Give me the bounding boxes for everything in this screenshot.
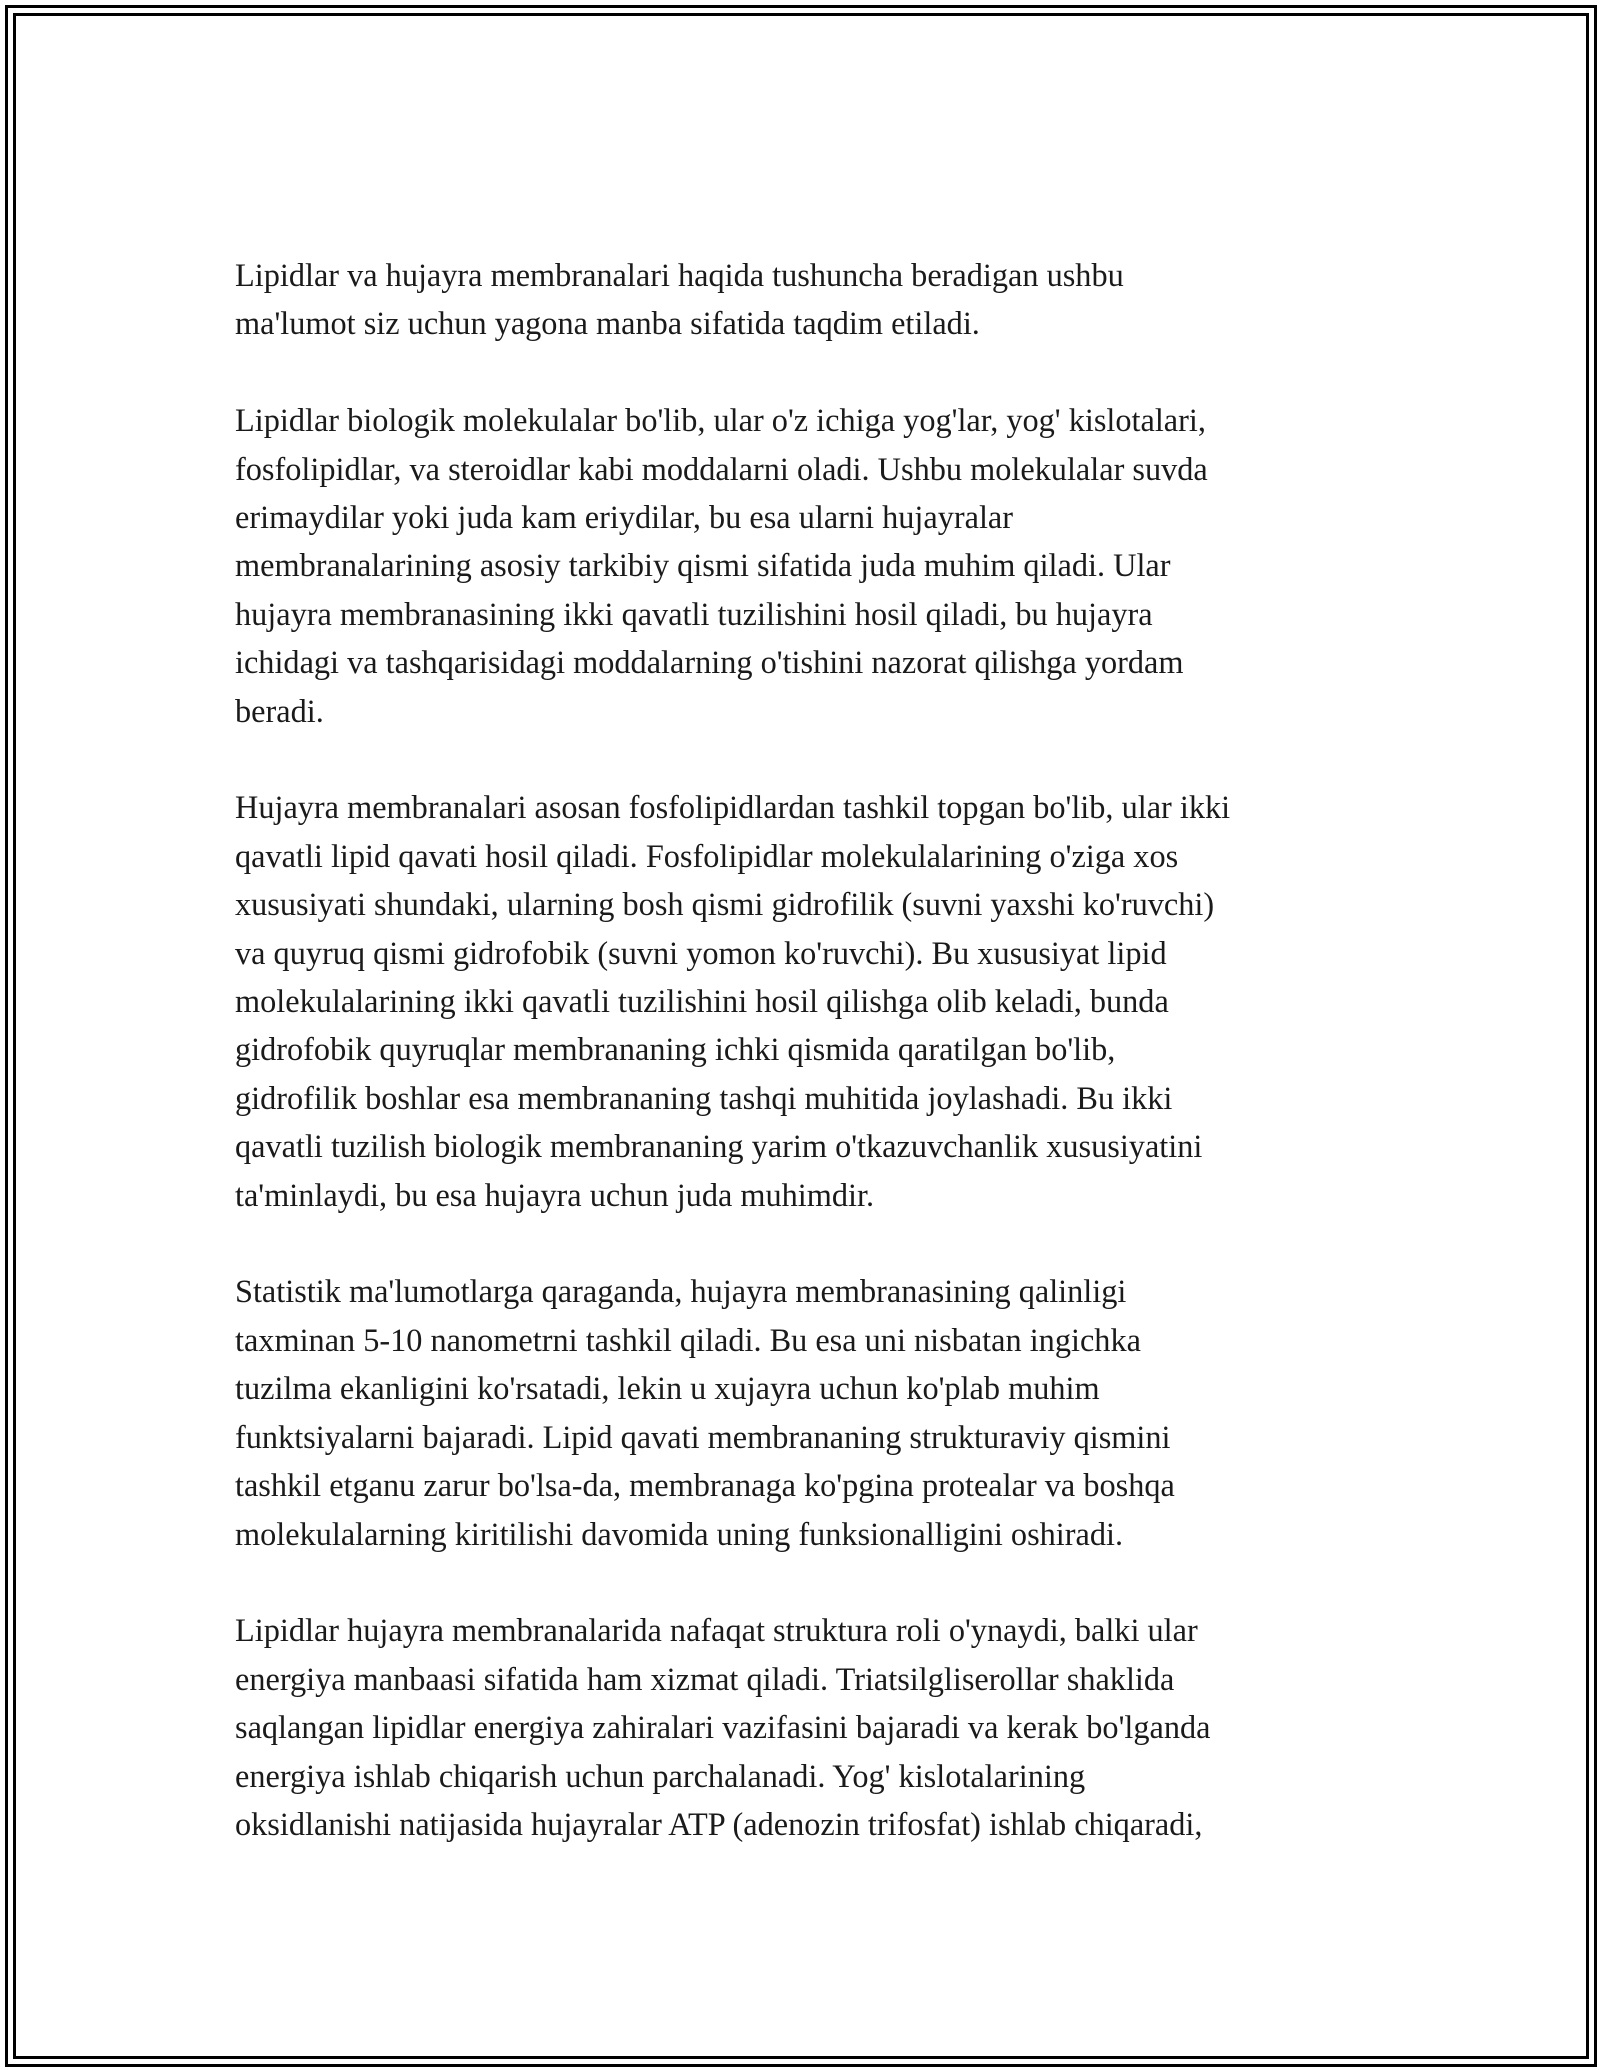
text-line: gidrofobik quyruqlar membrananing ichki qismida qaratilgan bo'lib,: [235, 1031, 1116, 1068]
text-line: Statistik ma'lumotlarga qaraganda, hujayra membranasining qalinligi: [235, 1273, 1127, 1310]
text-line: Lipidlar hujayra membranalarida nafaqat struktura roli o'ynaydi, balki ular: [235, 1612, 1198, 1649]
text-line: qavatli lipid qavati hosil qiladi. Fosfolipidlar molekulalarining o'ziga xos: [235, 837, 1179, 874]
text-line: xususiyati shundaki, ularning bosh qismi gidrofilik (suvni yaxshi ko'ruvchi): [235, 886, 1215, 923]
text-line: molekulalarning kiritilishi davomida uning funksionalligini oshiradi.: [235, 1515, 1124, 1552]
text-line: ta'minlaydi, bu esa hujayra uchun juda muhimdir.: [235, 1176, 875, 1213]
paragraph-energy-source: [235, 1606, 1375, 1848]
text-line: Hujayra membranalari asosan fosfolipidlardan tashkil topgan bo'lib, ular ikki: [235, 789, 1231, 826]
text-line: fosfolipidlar, va steroidlar kabi moddalarni oladi. Ushbu molekulalar suvda: [235, 450, 1208, 487]
paragraph-lipids-definition: [235, 396, 1375, 735]
text-line: tuzilma ekanligini ko'rsatadi, lekin u xujayra uchun ko'plab muhim: [235, 1370, 1100, 1407]
text-line: membranalarining asosiy tarkibiy qismi sifatida juda muhim qiladi. Ular: [235, 547, 1171, 584]
text-line: Lipidlar biologik molekulalar bo'lib, ular o'z ichiga yog'lar, yog' kislotalari,: [235, 402, 1206, 439]
text-line: erimaydilar yoki juda kam eriydilar, bu esa ularni hujayralar: [235, 499, 1014, 536]
text-line: saqlangan lipidlar energiya zahiralari vazifasini bajaradi va kerak bo'lganda: [235, 1709, 1211, 1746]
text-line: ichidagi va tashqarisidagi moddalarning o'tishini nazorat qilishga yordam: [235, 644, 1184, 681]
text-line: hujayra membranasining ikki qavatli tuzilishini hosil qiladi, bu hujayra: [235, 595, 1153, 632]
text-line: qavatli tuzilish biologik membrananing yarim o'tkazuvchanlik xususiyatini: [235, 1128, 1203, 1165]
paragraph-membrane-thickness: [235, 1267, 1375, 1557]
paragraph-intro: [235, 251, 1375, 348]
text-line: funktsiyalarni bajaradi. Lipid qavati membrananing strukturaviy qismini: [235, 1418, 1171, 1455]
text-line: va quyruq qismi gidrofobik (suvni yomon ko'ruvchi). Bu xususiyat lipid: [235, 934, 1167, 971]
text-line: Lipidlar va hujayra membranalari haqida tushuncha beradigan ushbu: [235, 257, 1124, 293]
text-line: gidrofilik boshlar esa membrananing tashqi muhitida joylashadi. Bu ikki: [235, 1079, 1173, 1116]
text-line: beradi.: [235, 692, 324, 729]
paragraph-membrane-structure: [235, 783, 1375, 1219]
text-line: taxminan 5-10 nanometrni tashkil qiladi. Bu esa uni nisbatan ingichka: [235, 1321, 1141, 1358]
text-line: tashkil etganu zarur bo'lsa-da, membranaga ko'pgina protealar va boshqa: [235, 1467, 1175, 1504]
text-line: ma'lumot siz uchun yagona manba sifatida taqdim etiladi.: [235, 305, 980, 342]
text-line: energiya ishlab chiqarish uchun parchalanadi. Yog' kislotalarining: [235, 1757, 1086, 1794]
document-body: [235, 251, 1375, 1897]
text-line: molekulalarining ikki qavatli tuzilishini hosil qilishga olib keladi, bunda: [235, 983, 1169, 1020]
text-line: oksidlanishi natijasida hujayralar ATP (adenozin trifosfat) ishlab chiqaradi,: [235, 1805, 1203, 1842]
text-line: energiya manbaasi sifatida ham xizmat qiladi. Triatsilgliserollar shaklida: [235, 1660, 1175, 1697]
